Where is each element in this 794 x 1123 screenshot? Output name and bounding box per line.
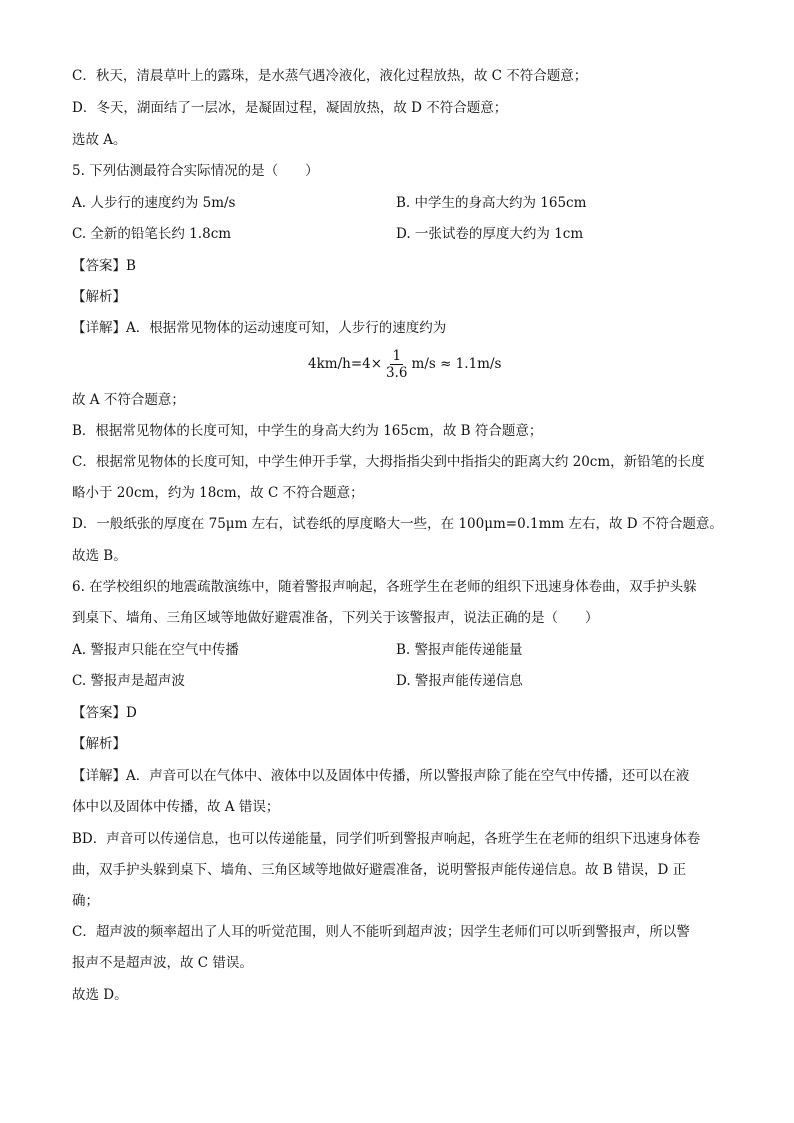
q6-detail-c-line2: 报声不是超声波，故 C 错误。 (72, 955, 253, 971)
q5-option-a: A. 人步行的速度约为 5m/s (72, 195, 236, 211)
formula-right: m/s ≈ 1.1m/s (411, 356, 502, 372)
q6-stem-line2: 到桌下、墙角、三角区域等地做好避震准备，下列关于该警报声，说法正确的是（ ） (72, 610, 599, 626)
formula-numerator: 1 (392, 347, 402, 364)
q6-analysis-heading: 【解析】 (72, 736, 126, 752)
q6-option-c: C. 警报声是超声波 (72, 673, 185, 689)
q5-speed-formula (308, 342, 501, 386)
q5-answer: 【答案】B (72, 258, 136, 274)
q6-stem-line1: 6. 在学校组织的地震疏散演练中，随着警报声响起，各班学生在老师的组织下迅速身体卷曲，双手护头躲 (72, 579, 697, 595)
q6-answer: 【答案】D (72, 705, 137, 721)
q5-option-c: C. 全新的铅笔长约 1.8cm (72, 226, 232, 242)
q6-option-d: D. 警报声能传递信息 (396, 673, 523, 689)
q6-option-b: B. 警报声能传递能量 (396, 642, 523, 658)
q5-stem: 5. 下列估测最符合实际情况的是（ ） (72, 163, 319, 179)
q6-option-a: A. 警报声只能在空气中传播 (72, 642, 239, 658)
q6-detail-bd-line2: 曲，双手护头躲到桌下、墙角、三角区域等地做好避震准备，说明警报声能传递信息。故 B 错误，D 正 (72, 862, 687, 878)
formula-left: 4km/h=4× (308, 356, 383, 372)
q5-detail-a: 【详解】A．根据常见物体的运动速度可知，人步行的速度约为 (72, 320, 447, 336)
q6-detail-bd-line3: 确； (72, 893, 99, 909)
q5-option-d: D. 一张试卷的厚度大约为 1cm (396, 226, 584, 242)
q4-option-d-explanation: D．冬天，湖面结了一层冰，是凝固过程，凝固放热，故 D 不符合题意； (72, 100, 508, 116)
q5-conclusion: 故选 B。 (72, 548, 127, 564)
q6-conclusion: 故选 D。 (72, 987, 128, 1003)
q6-detail-a-line1: 【详解】A．声音可以在气体中、液体中以及固体中传播，所以警报声除了能在空气中传播，还可以在液 (72, 768, 690, 784)
q5-option-b: B. 中学生的身高大约为 165cm (396, 195, 587, 211)
formula-fraction (384, 348, 409, 381)
q4-option-c-explanation: C．秋天，清晨草叶上的露珠，是水蒸气遇冷液化，液化过程放热，故 C 不符合题意； (72, 68, 588, 84)
q5-detail-d: D．一般纸张的厚度在 75μm 左右，试卷纸的厚度略大一些，在 100μm=0.1mm 左右，故 D 不符合题意。 (72, 516, 723, 532)
q5-detail-b: B．根据常见物体的长度可知，中学生的身高大约为 165cm，故 B 符合题意； (72, 423, 543, 439)
q5-detail-a-end: 故 A 不符合题意； (72, 392, 185, 408)
q5-detail-c-line1: C．根据常见物体的长度可知，中学生伸开手掌，大拇指指尖到中指指尖的距离大约 20cm，新铅笔的长度 (72, 454, 705, 470)
q5-analysis-heading: 【解析】 (72, 289, 126, 305)
q6-detail-c-line1: C．超声波的频率超出了人耳的听觉范围，则人不能听到超声波；因学生老师们可以听到警报声，所以警 (72, 924, 690, 940)
formula-denominator: 3.6 (386, 364, 408, 381)
q6-detail-a-line2: 体中以及固体中传播，故 A 错误； (72, 799, 280, 815)
q6-detail-bd-line1: BD．声音可以传递信息，也可以传递能量，同学们听到警报声响起，各班学生在老师的组织下迅速身体卷 (72, 831, 701, 847)
q4-conclusion: 选故 A。 (72, 132, 127, 148)
q5-detail-c-line2: 略小于 20cm，约为 18cm，故 C 不符合题意； (72, 485, 364, 501)
